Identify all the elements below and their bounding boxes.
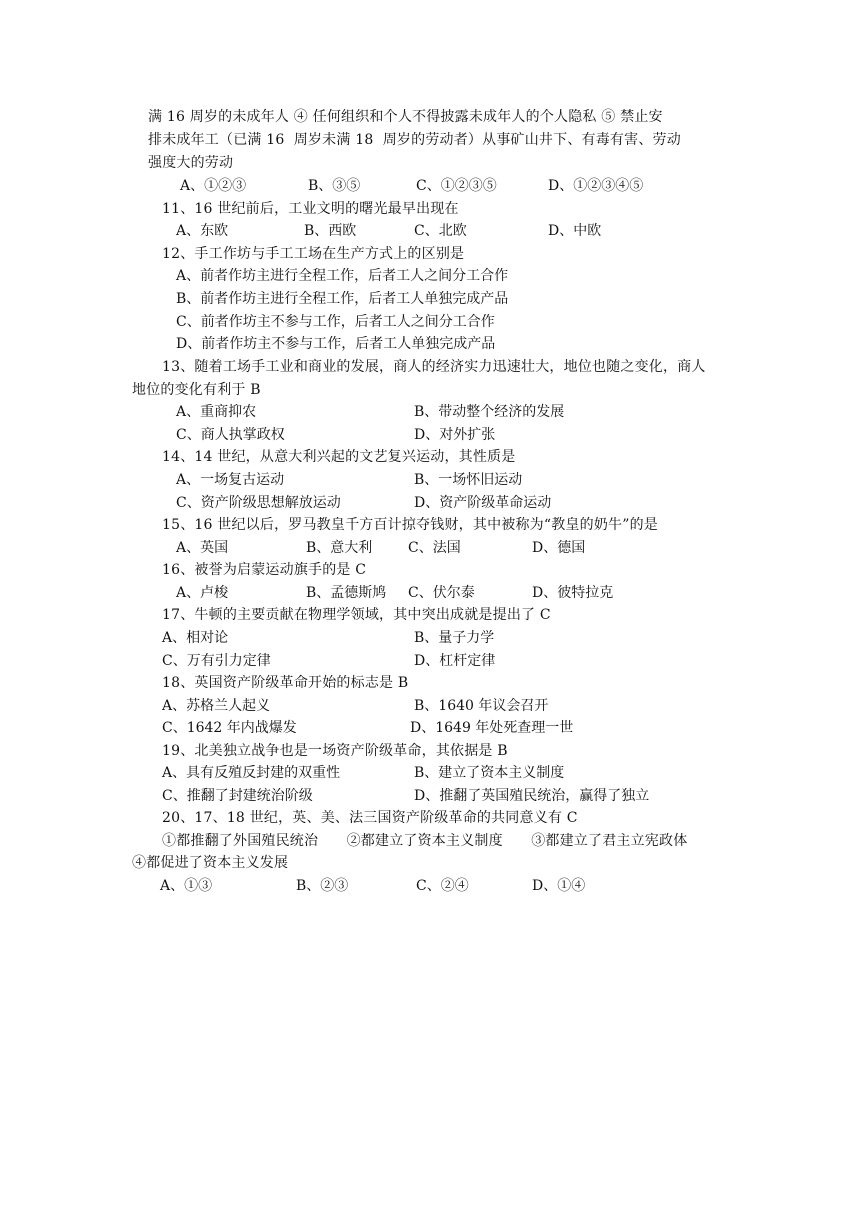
- q20-statements-line-1: ①都推翻了外国殖民统治 ②都建立了资本主义制度 ③都建立了君主立宪政体: [162, 833, 688, 849]
- q12-option-a: A、前者作坊主进行全程工作，后者工人之间分工合作: [176, 268, 509, 284]
- q17-option-b: B、量子力学: [414, 630, 495, 646]
- q18-option-a: A、苏格兰人起义: [162, 698, 271, 714]
- q10-continuation-line-2: 排未成年工（已满 16 周岁未满 18 周岁的劳动者）从事矿山井下、有毒有害、劳动: [148, 132, 681, 148]
- q11-option-c: C、北欧: [414, 223, 467, 239]
- q11-option-d: D、中欧: [548, 223, 602, 239]
- q12-option-d: D、前者作坊主不参与工作，后者工人单独完成产品: [176, 336, 496, 352]
- q16-option-c: C、伏尔泰: [408, 585, 475, 601]
- q15-option-d: D、德国: [532, 540, 586, 556]
- q20-option-b: B、②③: [296, 878, 349, 894]
- q13-stem-line-2: 地位的变化有利于 B: [132, 382, 261, 398]
- q10-continuation-line-1: 满 16 周岁的未成年人 ④ 任何组织和个人不得披露未成年人的个人隐私 ⑤ 禁止安: [148, 109, 663, 125]
- q13-option-c: C、商人执掌政权: [176, 427, 285, 443]
- q10-option-b: B、③⑤: [308, 178, 361, 194]
- q12-option-c: C、前者作坊主不参与工作，后者工人之间分工合作: [176, 314, 495, 330]
- q11-stem: 11、16 世纪前后，工业文明的曙光最早出现在: [162, 201, 459, 217]
- q15-option-a: A、英国: [176, 540, 229, 556]
- q18-option-c: C、1642 年内战爆发: [162, 720, 297, 736]
- q20-statements-line-2: ④都促进了资本主义发展: [132, 855, 289, 871]
- q10-continuation-line-3: 强度大的劳动: [148, 155, 234, 171]
- q15-option-b: B、意大利: [306, 540, 373, 556]
- q12-stem: 12、手工作坊与手工工场在生产方式上的区别是: [162, 246, 465, 262]
- q13-option-b: B、带动整个经济的发展: [414, 404, 565, 420]
- q10-option-c: C、①②③⑤: [416, 178, 497, 194]
- q20-option-a: A、①③: [160, 878, 213, 894]
- q20-option-c: C、②④: [416, 878, 469, 894]
- q16-option-b: B、孟德斯鸠: [306, 585, 387, 601]
- q19-option-b: B、建立了资本主义制度: [414, 765, 565, 781]
- q16-stem: 16、被誉为启蒙运动旗手的是 C: [162, 562, 367, 578]
- q15-option-c: C、法国: [408, 540, 461, 556]
- q15-stem: 15、16 世纪以后，罗马教皇千方百计掠夺钱财，其中被称为“教皇的奶牛”的是: [162, 517, 658, 533]
- q13-option-d: D、对外扩张: [414, 427, 496, 443]
- q17-option-c: C、万有引力定律: [162, 653, 271, 669]
- q17-stem: 17、牛顿的主要贡献在物理学领域，其中突出成就是提出了 C: [162, 607, 551, 623]
- q12-option-b: B、前者作坊主进行全程工作，后者工人单独完成产品: [176, 291, 509, 307]
- q17-option-d: D、杠杆定律: [414, 653, 496, 669]
- q19-stem: 19、北美独立战争也是一场资产阶级革命，其依据是 B: [162, 743, 508, 759]
- q19-option-c: C、推翻了封建统治阶级: [162, 788, 313, 804]
- q19-option-a: A、具有反殖反封建的双重性: [162, 765, 341, 781]
- q18-option-b: B、1640 年议会召开: [414, 698, 549, 714]
- q19-option-d: D、推翻了英国殖民统治，赢得了独立: [414, 788, 650, 804]
- q20-option-d: D、①④: [532, 878, 586, 894]
- q10-option-a: A、①②③: [180, 178, 247, 194]
- q11-option-a: A、东欧: [176, 223, 229, 239]
- q11-option-b: B、西欧: [304, 223, 357, 239]
- q13-option-a: A、重商抑农: [176, 404, 257, 420]
- q17-option-a: A、相对论: [162, 630, 229, 646]
- q14-option-c: C、资产阶级思想解放运动: [176, 495, 341, 511]
- q13-stem-line-1: 13、随着工场手工业和商业的发展，商人的经济实力迅速壮大，地位也随之变化，商人: [162, 359, 706, 375]
- q14-option-b: B、一场怀旧运动: [414, 472, 523, 488]
- q18-stem: 18、英国资产阶级革命开始的标志是 B: [162, 675, 409, 691]
- q20-stem: 20、17、18 世纪，英、美、法三国资产阶级革命的共同意义有 C: [162, 810, 578, 826]
- q18-option-d: D、1649 年处死查理一世: [410, 720, 574, 736]
- q14-stem: 14、14 世纪，从意大利兴起的文艺复兴运动，其性质是: [162, 449, 516, 465]
- q14-option-a: A、一场复古运动: [176, 472, 285, 488]
- q16-option-a: A、卢梭: [176, 585, 229, 601]
- q16-option-d: D、彼特拉克: [532, 585, 614, 601]
- q10-option-d: D、①②③④⑤: [548, 178, 644, 194]
- q14-option-d: D、资产阶级革命运动: [414, 495, 552, 511]
